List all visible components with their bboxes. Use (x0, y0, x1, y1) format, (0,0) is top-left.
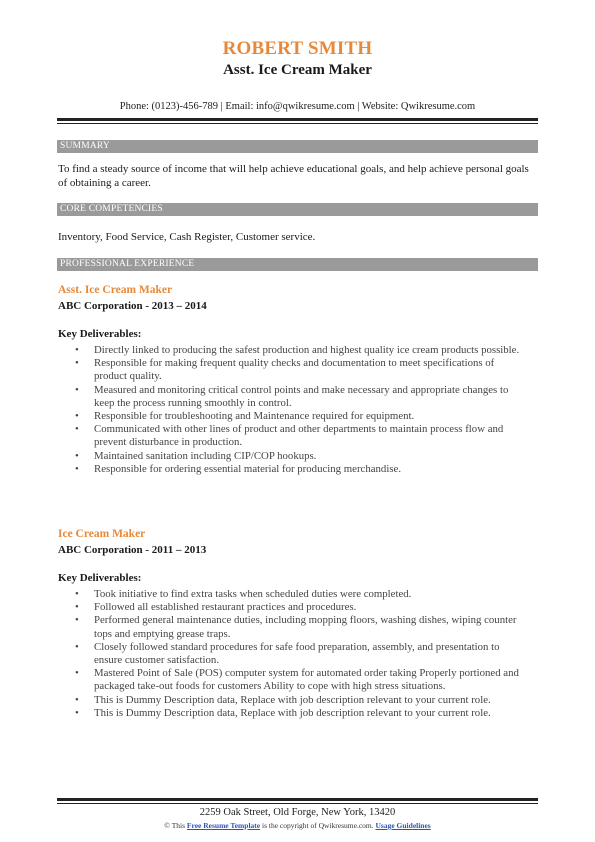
footer-address: 2259 Oak Street, Old Forge, New York, 13420 (199, 807, 396, 818)
deliverable-item: • Closely followed standard procedures for safe food preparation, assembly, and presentation to ensure customer satisfaction. (58, 641, 528, 667)
deliverable-item: • Performed general maintenance duties, including mopping floors, washing dishes, wiping counter tops and emptying grease traps. (58, 614, 528, 640)
deliverable-item: • Responsible for troubleshooting and Maintenance required for equipment. (58, 410, 528, 423)
key-deliverables-label: Key Deliverables: (58, 328, 142, 340)
free-resume-template-link[interactable]: Free Resume Template (186, 821, 261, 830)
deliverable-item: • Measured and monitoring critical control points and make necessary and appropriate changes to keep the process running smoothly in control. (58, 384, 528, 410)
deliverable-item: • Followed all established restaurant practices and procedures. (58, 601, 528, 614)
footer-divider-thick (57, 798, 538, 801)
footer-copyright (0, 821, 595, 830)
job-role: Ice Cream Maker (58, 528, 146, 540)
job-company: ABC Corporation - 2011 – 2013 (58, 544, 207, 556)
header-divider-thin (57, 123, 538, 124)
deliverable-item: • This is Dummy Description data, Replace with job description relevant to your current role. (58, 694, 528, 707)
job-company: ABC Corporation - 2013 – 2014 (58, 300, 207, 312)
header-divider-thick (57, 118, 538, 121)
deliverable-item: • Mastered Point of Sale (POS) computer system for automated order taking Properly portioned and packaged take-out foods for customers Ability to cope with high stress situations. (58, 667, 528, 693)
candidate-title: Asst. Ice Cream Maker (223, 62, 372, 78)
section-heading-experience: PROFESSIONAL EXPERIENCE (57, 258, 538, 271)
footer-divider-thin (57, 803, 538, 804)
deliverable-item: • Responsible for making frequent quality checks and documentation to meet specifications of product quality. (58, 357, 528, 383)
contact-line: Phone: (0123)-456-789 | Email: info@qwikresume.com | Website: Qwikresume.com (119, 101, 476, 112)
candidate-name: ROBERT SMITH (222, 38, 373, 59)
usage-guidelines-link[interactable]: Usage Guidelines (375, 821, 431, 830)
copyright-middle: is the copyright of Qwikresume.com. (261, 821, 374, 830)
deliverable-item: • Responsible for ordering essential material for producing merchandise. (58, 463, 528, 476)
key-deliverables-label: Key Deliverables: (58, 572, 142, 584)
copyright-prefix: © This (164, 821, 186, 830)
deliverables-list (58, 344, 528, 476)
section-heading-summary: SUMMARY (57, 140, 538, 153)
deliverable-item: • Communicated with other lines of product and other departments to maintain process flow and prevent disturbance in production. (58, 423, 528, 449)
summary-text: To find a steady source of income that will help achieve educational goals, and help achieve personal goals of obtaining a career. (58, 163, 529, 189)
deliverables-list (58, 588, 528, 720)
job-role: Asst. Ice Cream Maker (58, 284, 173, 296)
deliverable-item: • Maintained sanitation including CIP/COP hookups. (58, 450, 528, 463)
competencies-text: Inventory, Food Service, Cash Register, Customer service. (58, 231, 316, 243)
deliverable-item: • Took initiative to find extra tasks when scheduled duties were completed. (58, 588, 528, 601)
deliverable-item: • Directly linked to producing the safest production and highest quality ice cream products possible. (58, 344, 528, 357)
deliverable-item: • This is Dummy Description data, Replace with job description relevant to your current role. (58, 707, 528, 720)
section-heading-competencies: CORE COMPETENCIES (57, 203, 538, 216)
